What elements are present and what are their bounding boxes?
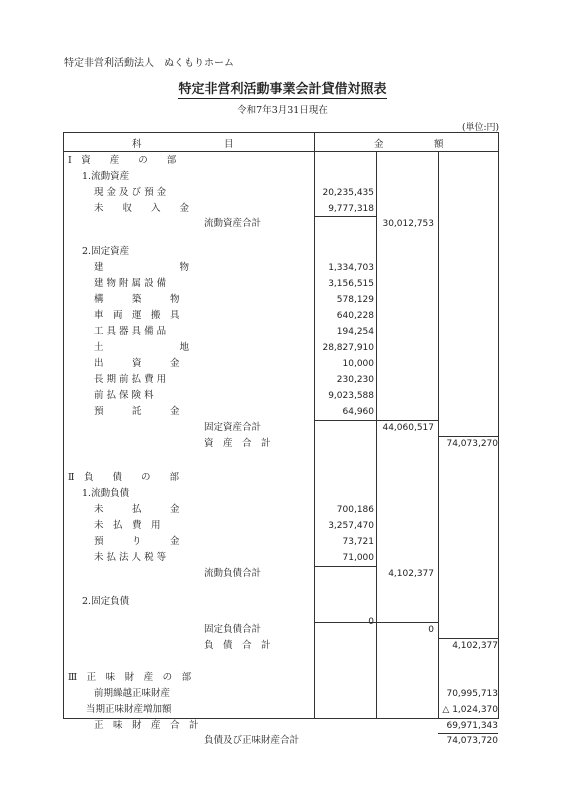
organization-name: 特定非営利活動法人 ぬくもりホーム xyxy=(64,58,234,69)
table-row xyxy=(64,216,500,232)
amount-c1: 640,228 xyxy=(336,311,374,321)
row-label: 未 収 入 金 xyxy=(94,203,190,214)
row-label: 未 払 法 人 税 等 xyxy=(94,552,167,563)
amount-c1: 3,257,470 xyxy=(328,521,374,531)
row-label: 預 託 金 xyxy=(94,406,180,417)
amount-c1: 9,023,588 xyxy=(328,391,374,401)
row-label: 前期繰越正味財産 xyxy=(94,688,171,699)
amount-c2: 4,102,377 xyxy=(388,569,434,579)
amount-c2: 0 xyxy=(428,625,434,635)
row-label: 長 期 前 払 費 用 xyxy=(94,374,167,385)
row-label: 固定資産合計 xyxy=(204,422,262,433)
table-row xyxy=(64,276,500,292)
row-label: 負 債 合 計 xyxy=(204,640,271,651)
amount-c3: 4,102,377 xyxy=(452,641,498,651)
row-label: 車 両 運 搬 具 xyxy=(94,310,180,321)
unit-label: (単位:円) xyxy=(461,123,499,133)
row-label: 出 資 金 xyxy=(94,358,180,369)
amount-c1: 10,000 xyxy=(342,359,374,369)
table-row xyxy=(64,169,500,185)
table-row xyxy=(64,502,500,518)
table-row xyxy=(64,201,500,217)
document-title-text: 特定非営利活動事業会計貸借対照表 xyxy=(178,82,387,97)
row-label: 土 地 xyxy=(94,342,190,353)
balance-sheet-table xyxy=(63,132,499,746)
row-label: 2.固定資産 xyxy=(82,246,130,257)
table-row xyxy=(64,388,500,404)
table-row xyxy=(64,518,500,534)
header-item-1: 科 xyxy=(132,139,142,150)
amount-c3: 70,995,713 xyxy=(446,689,498,699)
table-row xyxy=(64,308,500,324)
table-row xyxy=(64,436,500,452)
row-label: 建 物 xyxy=(94,262,190,273)
amount-c1: 73,721 xyxy=(342,537,374,547)
amount-c3: △ 1,024,370 xyxy=(442,705,498,715)
table-row xyxy=(64,594,500,610)
table-row xyxy=(64,420,500,436)
row-label: 負債及び正味財産合計 xyxy=(204,735,300,746)
amount-c1: 230,230 xyxy=(336,375,374,385)
amount-c1: 578,129 xyxy=(336,295,374,305)
row-label: Ⅱ 負 債 の 部 xyxy=(68,472,179,483)
amount-c1: 71,000 xyxy=(342,553,374,563)
table-row xyxy=(64,244,500,260)
header-item-2: 目 xyxy=(224,139,234,150)
amount-c3: 74,073,270 xyxy=(446,439,498,449)
row-label: 工 具 器 具 備 品 xyxy=(94,326,167,337)
table-row xyxy=(64,404,500,420)
amount-c1: 28,827,910 xyxy=(322,343,374,353)
table-row xyxy=(64,372,500,388)
table-row xyxy=(64,670,500,686)
table-row xyxy=(64,686,500,702)
document-title xyxy=(0,78,565,97)
amount-c2: 44,060,517 xyxy=(382,423,434,433)
table-row xyxy=(64,702,500,718)
table-row xyxy=(64,324,500,340)
table-row xyxy=(64,470,500,486)
table-row xyxy=(64,185,500,201)
row-label: Ⅰ 資 産 の 部 xyxy=(68,155,177,166)
table-row xyxy=(64,622,500,638)
row-label: Ⅲ 正 味 財 産 の 部 xyxy=(68,672,192,683)
amount-c1: 3,156,515 xyxy=(328,279,374,289)
row-label: 1.流動負債 xyxy=(82,488,130,499)
header-divider xyxy=(64,151,498,152)
table-row xyxy=(64,153,500,169)
row-label: 資 産 合 計 xyxy=(204,438,271,449)
table-row xyxy=(64,292,500,308)
table-row xyxy=(64,550,500,566)
row-label: 当期正味財産増加額 xyxy=(86,704,172,715)
amount-c1: 1,334,703 xyxy=(328,263,374,273)
row-label: 前 払 保 険 料 xyxy=(94,390,154,401)
amount-c1: 0 xyxy=(368,617,374,627)
row-label: 預 り 金 xyxy=(94,536,180,547)
row-label: 構 築 物 xyxy=(94,294,180,305)
row-label: 現 金 及 び 預 金 xyxy=(94,187,167,198)
amount-c1: 700,186 xyxy=(336,505,374,515)
amount-c1: 20,235,435 xyxy=(322,188,374,198)
table-row xyxy=(64,718,500,734)
row-label: 正 味 財 産 合 計 xyxy=(94,720,199,731)
table-row xyxy=(64,356,500,372)
amount-c3: 74,073,720 xyxy=(446,736,498,746)
table-row xyxy=(64,486,500,502)
table-row xyxy=(64,566,500,582)
row-label: 2.固定負債 xyxy=(82,596,130,607)
row-label: 未 払 金 xyxy=(94,504,180,515)
amount-c3: 69,971,343 xyxy=(446,721,498,731)
amount-c1: 64,960 xyxy=(342,407,374,417)
row-label: 固定負債合計 xyxy=(204,624,262,635)
header-amount-1: 金 xyxy=(374,139,384,150)
table-row xyxy=(64,638,500,654)
row-label: 1.流動資産 xyxy=(82,171,130,182)
table-row xyxy=(64,340,500,356)
header-amount-2: 額 xyxy=(434,139,444,150)
report-date: 令和7年3月31日現在 xyxy=(237,105,328,116)
row-label: 建 物 附 属 設 備 xyxy=(94,278,167,289)
table-row xyxy=(64,260,500,276)
amount-c1: 9,777,318 xyxy=(328,204,374,214)
table-row xyxy=(64,534,500,550)
row-label: 流動資産合計 xyxy=(204,218,262,229)
amount-c2: 30,012,753 xyxy=(382,219,434,229)
row-label: 未 払 費 用 xyxy=(94,520,161,531)
table-row xyxy=(64,733,500,749)
amount-c1: 194,254 xyxy=(336,327,374,337)
row-label: 流動負債合計 xyxy=(204,568,262,579)
